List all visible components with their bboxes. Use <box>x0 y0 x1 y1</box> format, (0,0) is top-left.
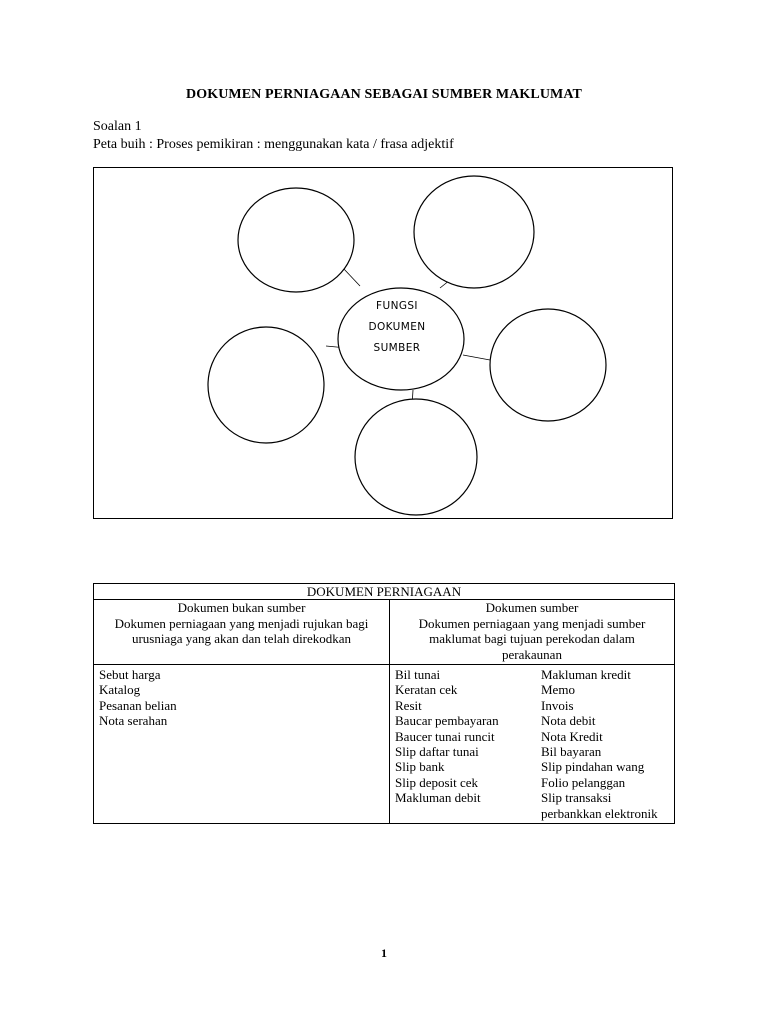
list-item: Nota Kredit <box>541 728 603 744</box>
center-label-line: FUNGSI <box>376 300 418 312</box>
question-label: Soalan 1 <box>93 119 142 134</box>
connector-line <box>463 355 490 360</box>
list-item: Katalog <box>99 682 141 698</box>
empty-bubble-top-right <box>414 176 534 288</box>
list-item: Slip pindahan wang <box>541 759 645 775</box>
empty-bubble-top-left <box>238 188 354 292</box>
list-item: Invois <box>541 697 574 713</box>
source-list-column-1 <box>395 667 541 821</box>
center-label-line: SUMBER <box>373 342 421 354</box>
empty-bubble-bottom <box>355 399 477 515</box>
list-item: Makluman debit <box>395 790 481 806</box>
center-label-line: DOKUMEN <box>368 321 426 333</box>
source-list-cell <box>390 665 675 824</box>
source-description: Dokumen perniagaan yang menjadi sumber maklumat bagi tujuan perekodan dalam perakaunan <box>418 615 646 662</box>
source-list-column-2 <box>541 667 670 821</box>
page-title: DOKUMEN PERNIAGAAN SEBAGAI SUMBER MAKLUMAT <box>186 87 582 102</box>
list-item: Bil bayaran <box>541 744 602 760</box>
list-item: Baucar pembayaran <box>395 713 499 729</box>
list-item: Resit <box>395 697 422 713</box>
list-item: Slip daftar tunai <box>395 744 479 760</box>
non-source-header-cell <box>94 600 390 665</box>
list-item: Slip bank <box>395 759 445 775</box>
list-item: Keratan cek <box>395 682 458 698</box>
list-item: Makluman kredit <box>541 667 631 683</box>
list-item: Sebut harga <box>99 667 161 683</box>
source-heading: Dokumen sumber <box>485 600 579 616</box>
list-item: Memo <box>541 682 575 698</box>
empty-bubble-left <box>208 327 324 443</box>
list-item: Folio pelanggan <box>541 774 626 790</box>
source-header-cell <box>390 600 675 665</box>
table-header: DOKUMEN PERNIAGAAN <box>94 584 675 600</box>
documents-table <box>93 583 675 824</box>
non-source-list-cell <box>94 665 390 824</box>
list-item: Bil tunai <box>395 667 441 683</box>
list-item: Slip deposit cek <box>395 774 479 790</box>
center-bubble-label <box>331 296 463 359</box>
list-item: Nota debit <box>541 713 596 729</box>
list-item: Pesanan belian <box>99 697 177 713</box>
non-source-description: Dokumen perniagaan yang menjadi rujukan bagi urusniaga yang akan dan telah direkodkan <box>114 615 369 647</box>
non-source-heading: Dokumen bukan sumber <box>177 600 306 616</box>
bubble-map-box <box>93 167 673 519</box>
list-item: Slip transaksi perbankkan elektronik <box>541 790 658 821</box>
list-item: Baucer tunai runcit <box>395 728 495 744</box>
question-instruction: Peta buih : Proses pemikiran : menggunakan kata / frasa adjektif <box>93 137 454 152</box>
list-item: Nota serahan <box>99 713 168 729</box>
connector-line <box>343 268 360 286</box>
page-number: 1 <box>381 946 387 960</box>
empty-bubble-right <box>490 309 606 421</box>
